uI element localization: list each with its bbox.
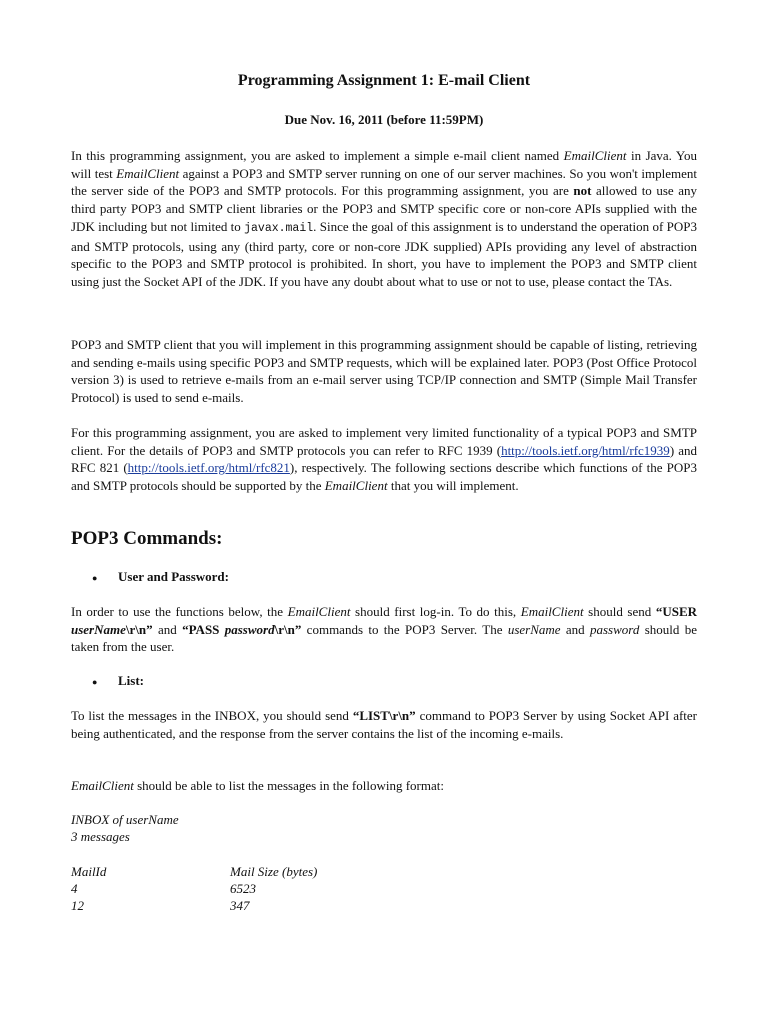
capabilities-paragraph: POP3 and SMTP client that you will implement in this programming assignment should be capable of listing, retrieving and sending e-mails using specific POP3 and SMTP requests, which will be explained later. POP3 (Post Office Protocol version 3) is used to retrieve e-mails from an e-mail server using TCP/IP connection and SMTP (Simple Mail Transfer Protocol) is used to send e-mails. bbox=[71, 337, 697, 406]
emailclient-term: EmailClient bbox=[520, 604, 584, 619]
table-row: 12 347 bbox=[71, 898, 250, 913]
rfc1939-link[interactable]: http://tools.ietf.org/html/rfc1939 bbox=[501, 442, 670, 458]
emailclient-term: EmailClient bbox=[324, 478, 388, 494]
user-command: “USER userName\r\n” bbox=[71, 604, 698, 637]
rfc821-link[interactable]: http://tools.ietf.org/html/rfc821 bbox=[127, 460, 290, 476]
emailclient-term: EmailClient bbox=[71, 778, 134, 793]
pass-command: “PASS password\r\n” bbox=[182, 621, 302, 637]
login-paragraph: In order to use the functions below, the EmailClient should first log-in. To do this, EmailClient should send “USER userName\r\n” and “PASS password\r\n” commands to the POP3 Server. The userName and password should be taken from the user. bbox=[71, 604, 698, 655]
table-header-row bbox=[71, 863, 371, 881]
list-command: “LIST\r\n” bbox=[352, 708, 416, 723]
emailclient-term: EmailClient bbox=[563, 148, 627, 163]
inbox-line: INBOX of userName bbox=[71, 812, 179, 827]
bullet-dot-icon: ● bbox=[92, 677, 98, 688]
emphasis-not: not bbox=[573, 183, 592, 199]
protocols-paragraph: For this programming assignment, you are asked to implement very limited functionality of a typical POP3 and SMTP client. For the details of POP3 and SMTP protocols you can refer to RFC 1939 (http://tools.ietf.org/html/rfc1939) and RFC 821 (http://tools.ietf.org/html/rfc821), respectively. The following sections describe which functions of the POP3 and SMTP protocols should be supported by the EmailClient that you will implement. bbox=[71, 425, 697, 494]
bullet-dot-icon: ● bbox=[92, 573, 98, 584]
pop3-commands-heading: POP3 Commands: bbox=[71, 528, 223, 549]
document-title: Programming Assignment 1: E-mail Client bbox=[237, 72, 531, 89]
bullet-user-password: ● User and Password: bbox=[92, 569, 229, 584]
bullet-list: ● List: bbox=[92, 673, 144, 688]
intro-paragraph: In this programming assignment, you are asked to implement a simple e-mail client named EmailClient in Java. You will test EmailClient against a POP3 and SMTP server running on one of our server machines. So you won't implement the server side of the POP3 and SMTP protocols. For this programming assignment, you are not allowed to use any third party POP3 and SMTP client libraries or the POP3 and SMTP specific core or non-core APIs supplied with the JDK including but not limited to javax.mail. Since the goal of this assignment is to understand the operation of POP3 and SMTP protocols, using any (third party, core or non-core JDK supplied) APIs providing any level of abstraction specific to the POP3 and SMTP protocol is prohibited. In short, you have to implement the POP3 and SMTP client using just the Socket API of the JDK. If you have any doubt about what to use or not to use, please contact the TAs. bbox=[71, 148, 698, 289]
table-header-mailid: MailId bbox=[71, 864, 107, 879]
code-javax-mail: javax.mail bbox=[244, 221, 314, 235]
list-paragraph: To list the messages in the INBOX, you should send “LIST\r\n” command to POP3 Server by using Socket API after being authenticated, and the response from the server contains the list of the incoming e-mails. bbox=[71, 708, 697, 741]
table-row: 4 6523 bbox=[71, 881, 256, 896]
emailclient-term: EmailClient bbox=[116, 165, 180, 181]
emailclient-term: EmailClient bbox=[287, 604, 351, 619]
table-header-size: Mail Size (bytes) bbox=[230, 864, 318, 879]
list-format-intro: EmailClient should be able to list the messages in the following format: bbox=[71, 778, 444, 793]
due-date: Due Nov. 16, 2011 (before 11:59PM) bbox=[284, 112, 484, 127]
message-count-line: 3 messages bbox=[71, 829, 130, 844]
